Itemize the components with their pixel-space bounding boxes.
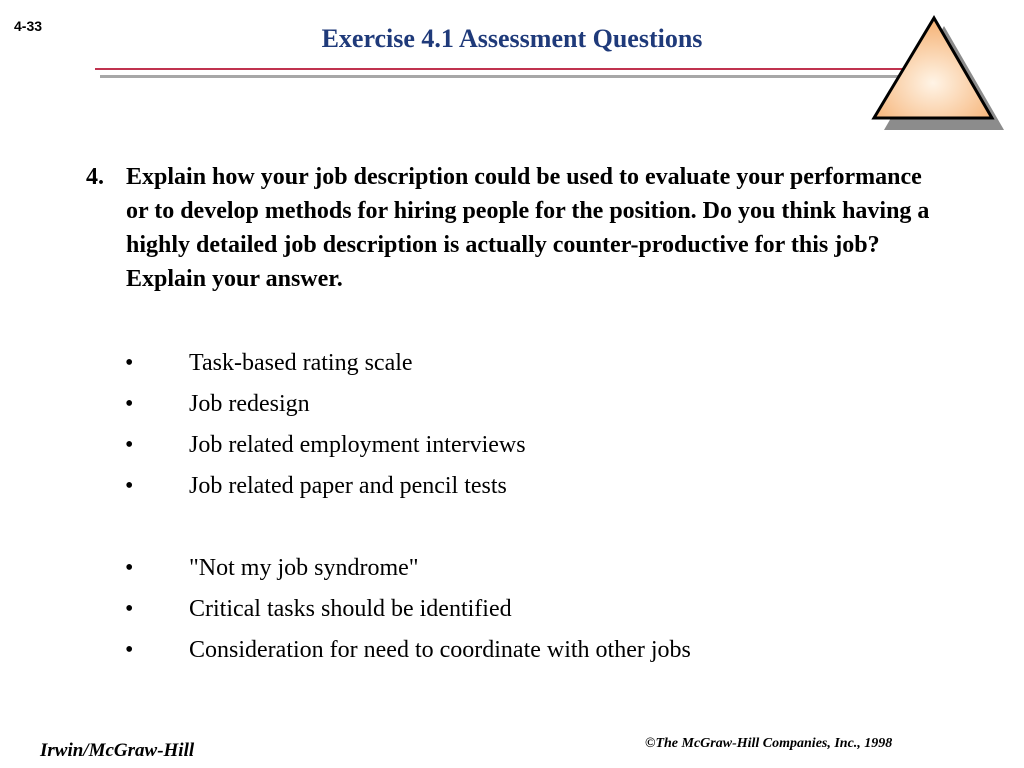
title-divider-gray [100,75,935,78]
list-item [125,425,885,466]
bullet-text: "Not my job syndrome" [189,555,419,581]
bullet-icon: • [125,596,134,622]
bullet-group-2 [125,548,885,671]
question-text: Explain how your job description could be used to evaluate your performance or to develop methods for hiring people for the position. Do you think having a highly detailed job description is actually counter-productive for this job? Explain your answer. [126,164,930,292]
slide-title: Exercise 4.1 Assessment Questions [321,24,703,53]
bullet-text: Job redesign [189,391,310,417]
list-item [125,589,885,630]
bullet-icon: • [125,637,134,663]
bullet-text: Task-based rating scale [189,350,413,376]
list-item [125,384,885,425]
bullet-text: Consideration for need to coordinate with other jobs [189,637,691,663]
list-item [125,343,885,384]
title-divider-red [95,68,935,70]
bullet-icon: • [125,350,134,376]
footer-publisher: Irwin/McGraw-Hill [40,740,195,761]
bullet-icon: • [125,391,134,417]
bullet-text: Critical tasks should be identified [189,596,512,622]
question-block [86,160,946,296]
triangle-logo-icon [862,12,1007,137]
bullet-text: Job related employment interviews [189,432,526,458]
answer-bullets [125,343,885,671]
bullet-icon: • [125,555,134,581]
list-item [125,548,885,589]
list-item [125,630,885,671]
question-number: 4. [86,164,104,190]
list-item [125,466,885,507]
bullet-group-1 [125,343,885,507]
footer-copyright: ©The McGraw-Hill Companies, Inc., 1998 [645,736,893,751]
group-spacer [125,507,885,548]
bullet-text: Job related paper and pencil tests [189,473,507,499]
slide-number: 4-33 [14,18,43,34]
bullet-icon: • [125,473,134,499]
bullet-icon: • [125,432,134,458]
